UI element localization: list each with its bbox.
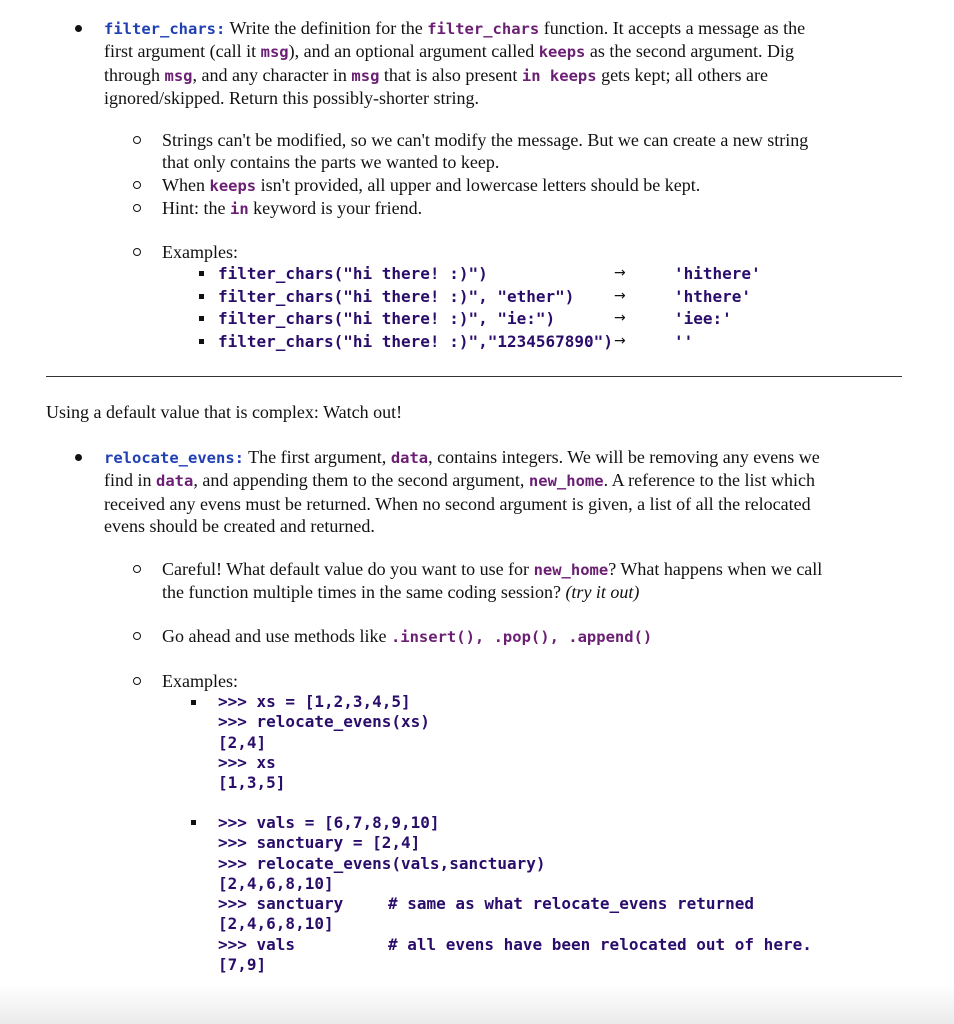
circle-bullet-2 — [133, 181, 141, 189]
square-bullet-ex3 — [199, 316, 204, 321]
example-arrow-2: → — [614, 288, 626, 304]
example-call-4: filter_chars("hi there! :)","1234567890") — [218, 332, 613, 351]
example-result-4: '' — [674, 332, 694, 351]
circle-bullet-1 — [133, 136, 141, 144]
example-arrow-1: → — [614, 265, 626, 281]
bullet-filter-chars — [75, 25, 82, 32]
filter-chars-examples-label: Examples: — [162, 242, 238, 262]
comment-sanctuary: # same as what relocate_evens returned — [388, 894, 755, 913]
circle-bullet-3 — [133, 204, 141, 212]
relocate-evens-note-methods: Go ahead and use methods like .insert(), .pop(), .append() — [162, 626, 653, 646]
example-call-1: filter_chars("hi there! :)") — [218, 264, 488, 283]
filter-chars-name: filter_chars — [104, 20, 216, 38]
square-bullet-ex1 — [199, 271, 204, 276]
relocate-evens-description: relocate_evens: The first argument, data, contains integers. We will be removing any evens we find in data, and appending them to the second argument, new_home. A reference to the list which received any evens must be returned. When no second argument is given, a list of all the relocated evens should be created and returned. — [104, 447, 820, 536]
circle-bullet-4 — [133, 248, 141, 256]
section-divider — [46, 376, 902, 377]
square-bullet-re-ex1 — [191, 700, 196, 705]
bullet-relocate-evens — [75, 454, 82, 461]
example-result-1: 'hithere' — [674, 264, 761, 283]
page-bottom-shadow — [0, 984, 954, 1024]
circle-bullet-5 — [133, 565, 141, 573]
example-call-3: filter_chars("hi there! :)", "ie:") — [218, 309, 556, 328]
example-arrow-4: → — [614, 333, 626, 349]
example-result-2: 'hthere' — [674, 287, 752, 306]
relocate-evens-examples-label: Examples: — [162, 671, 238, 691]
filter-chars-note-immutable: Strings can't be modified, so we can't modify the message. But we can create a new string that only contains the parts we wanted to keep. — [162, 130, 809, 173]
example-arrow-3: → — [614, 310, 626, 326]
circle-bullet-6 — [133, 632, 141, 640]
relocate-evens-note-careful: Careful! What default value do you want to use for new_home? What happens when we call the function multiple times in the same coding session? (try it out) — [162, 559, 823, 603]
circle-bullet-7 — [133, 677, 141, 685]
filter-chars-note-default: When keeps isn't provided, all upper and lowercase letters should be kept. — [162, 175, 701, 195]
example-result-3: 'iee:' — [674, 309, 732, 328]
relocate-evens-name: relocate_evens — [104, 449, 235, 467]
relocate-example-1: >>> xs = [1,2,3,4,5] >>> relocate_evens(xs) [2,4] >>> xs [1,3,5] — [218, 692, 430, 793]
square-bullet-ex2 — [199, 294, 204, 299]
filter-chars-description: filter_chars: Write the definition for the filter_chars function. It accepts a message as the first argument (call it msg), and an optional argument called keeps as the second argument. Dig through msg, and any character in msg that is also present in keeps gets kept; all others are ignored/skipped. Return this possibly-shorter string. — [104, 18, 806, 108]
comment-vals: # all evens have been relocated out of here. — [388, 935, 812, 954]
section-heading: Using a default value that is complex: Watch out! — [46, 402, 403, 422]
square-bullet-ex4 — [199, 339, 204, 344]
filter-chars-note-hint: Hint: the in keyword is your friend. — [162, 198, 423, 218]
example-call-2: filter_chars("hi there! :)", "ether") — [218, 287, 575, 306]
square-bullet-re-ex2 — [191, 820, 196, 825]
relocate-example-2: >>> vals = [6,7,8,9,10] >>> sanctuary = [2,4] >>> relocate_evens(vals,sanctuary) [2,4,6,8,10] >>> sanctuary [2,4,6,8,10] >>> vals [7,9] — [218, 813, 546, 975]
